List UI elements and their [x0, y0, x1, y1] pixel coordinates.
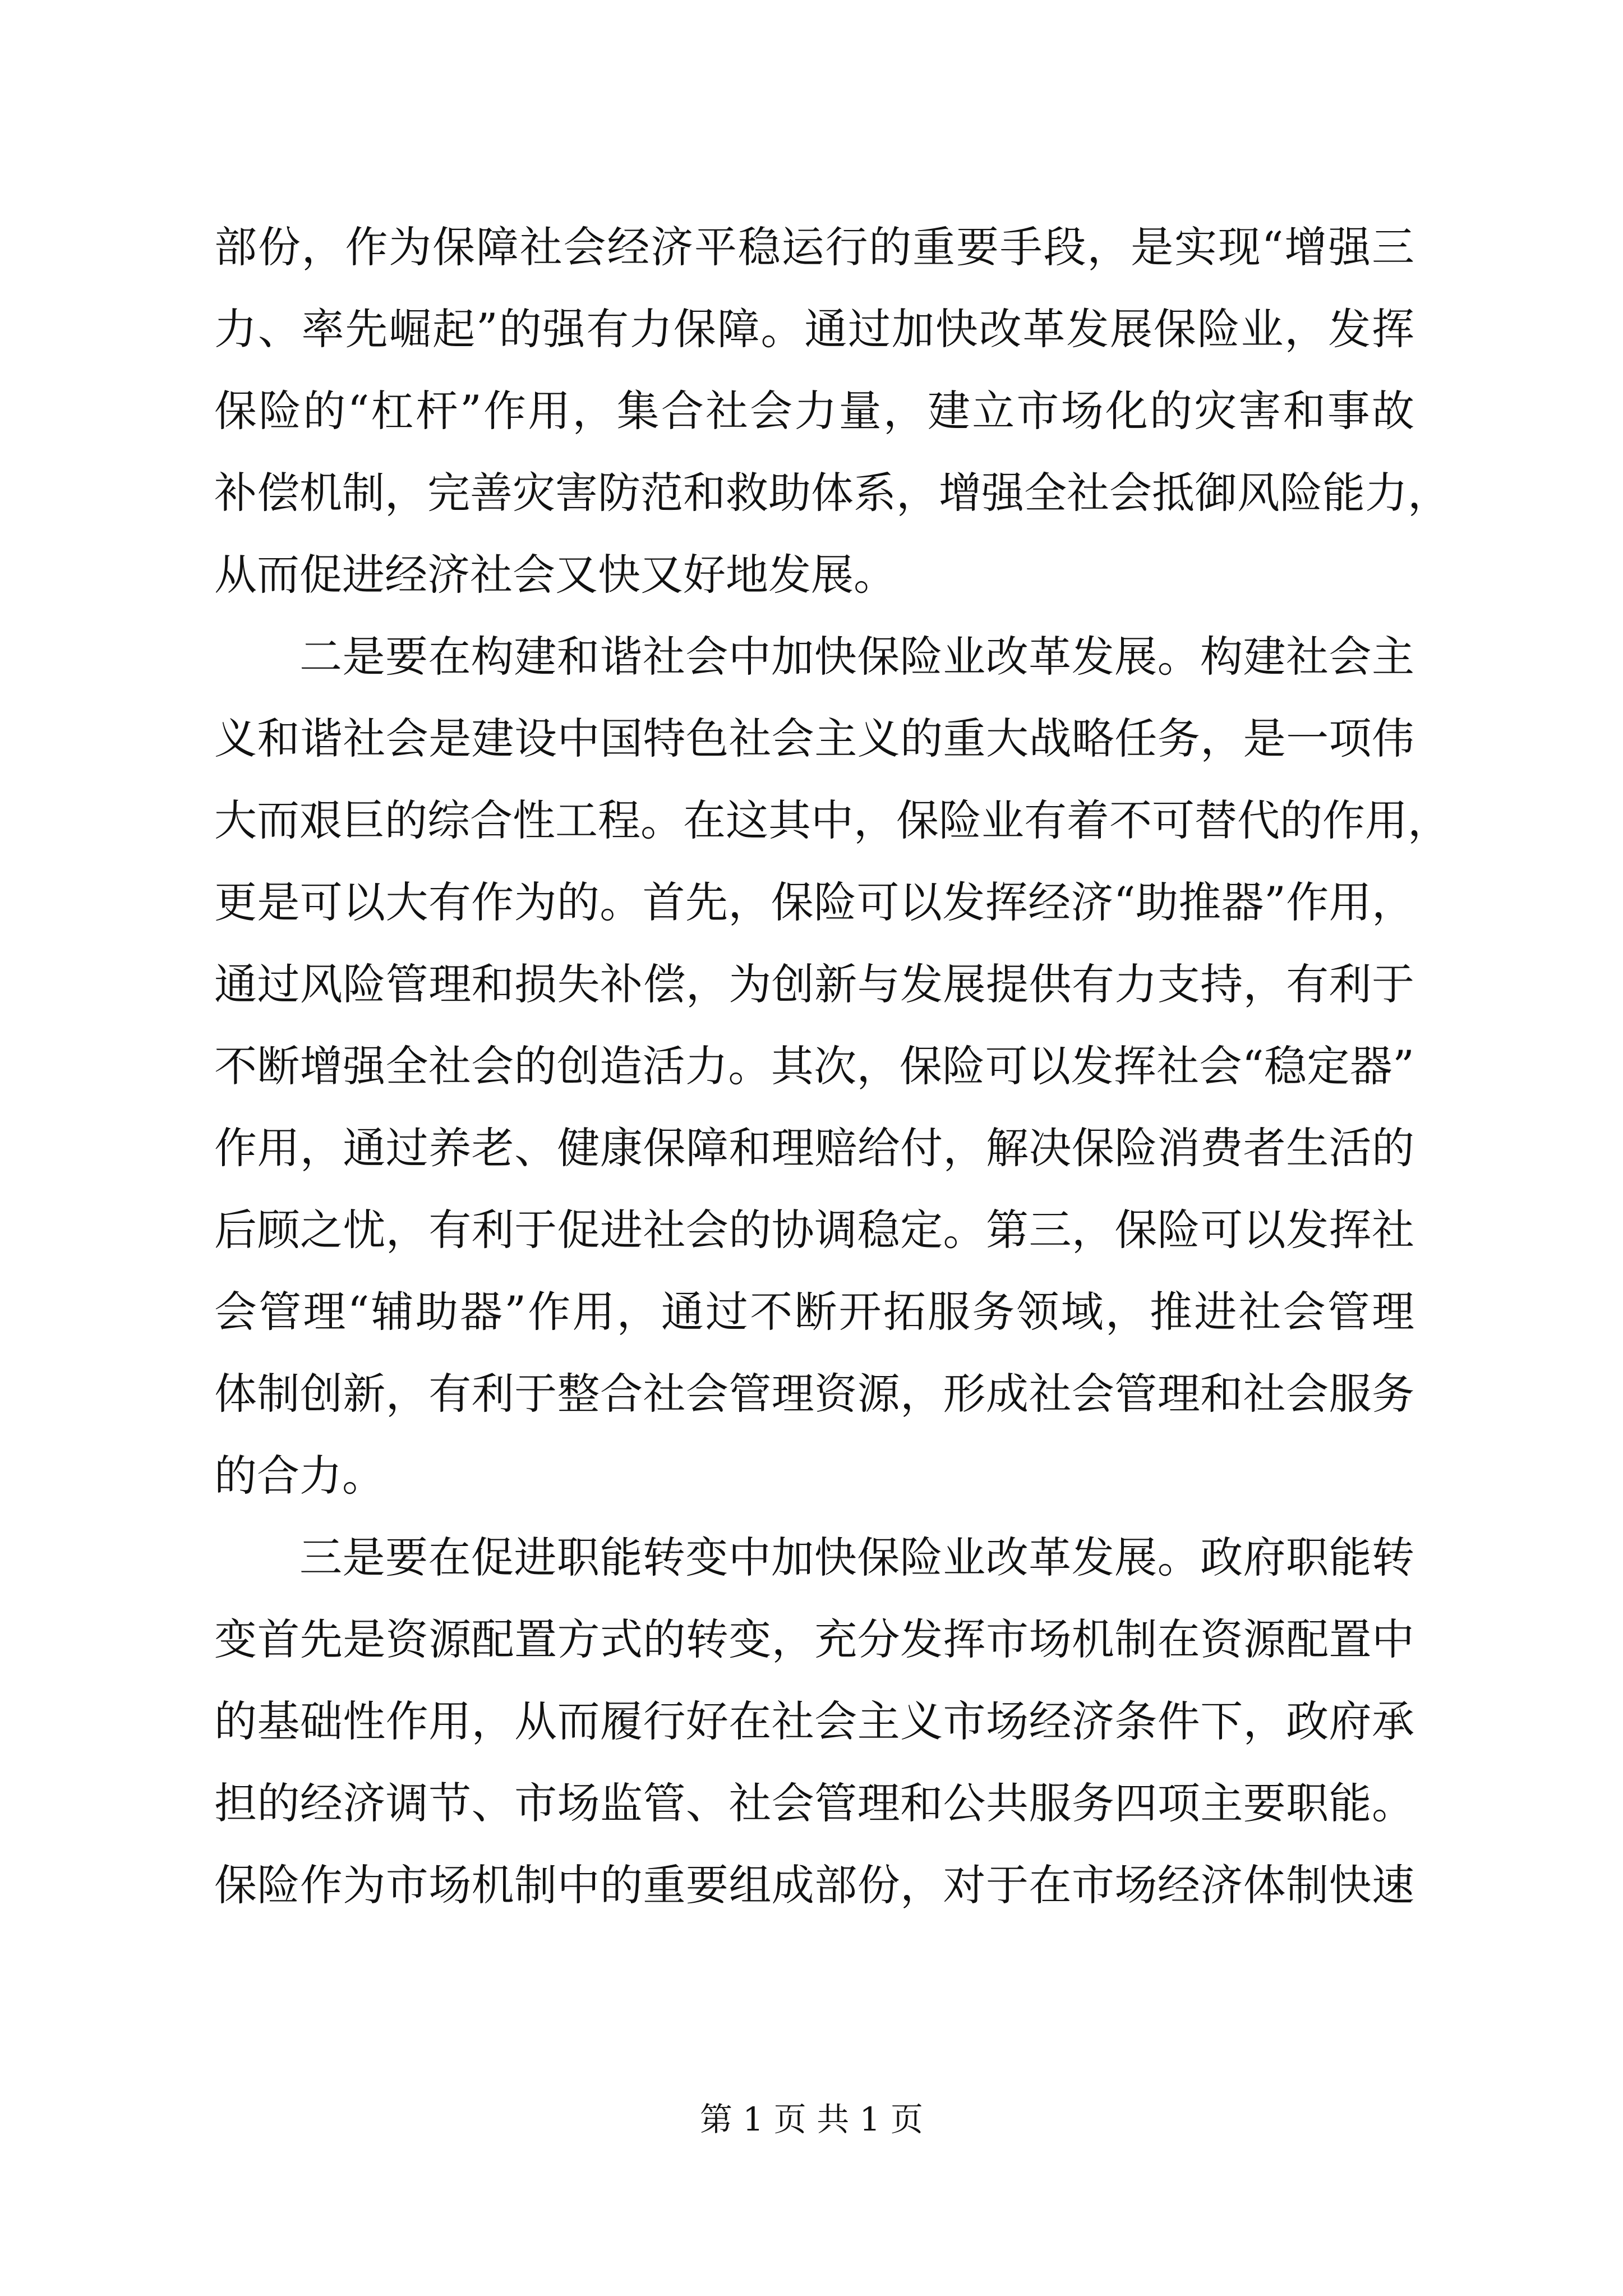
text-line: 后顾之忧，有利于促进社会的协调稳定。第三，保险可以发挥社	[214, 1205, 1414, 1255]
text-line: 保险作为市场机制中的重要组成部份，对于在市场经济体制快速	[214, 1860, 1414, 1910]
paragraph-2	[214, 616, 1450, 1517]
document-body	[214, 206, 1450, 1926]
text-line: 补偿机制，完善灾害防范和救助体系，增强全社会抵御风险能力，	[214, 468, 1450, 518]
text-line: 从而促进经济社会又快又好地发展。	[214, 550, 896, 600]
page-footer	[0, 2097, 1623, 2142]
text-line: 二是要在构建和谐社会中加快保险业改革发展。构建社会主	[299, 632, 1414, 682]
text-line: 部份，作为保障社会经济平稳运行的重要手段，是实现“增强三	[214, 222, 1414, 272]
text-line: 会管理“辅助器”作用，通过不断开拓服务领域，推进社会管理	[214, 1287, 1414, 1337]
text-line: 大而艰巨的综合性工程。在这其中，保险业有着不可替代的作用，	[214, 795, 1450, 845]
text-line: 通过风险管理和损失补偿，为创新与发展提供有力支持，有利于	[214, 959, 1414, 1009]
text-line: 保险的“杠杆”作用，集合社会力量，建立市场化的灾害和事故	[214, 386, 1414, 436]
text-line: 力、率先崛起”的强有力保障。通过加快改革发展保险业，发挥	[214, 304, 1414, 354]
text-line: 不断增强全社会的创造活力。其次，保险可以发挥社会“稳定器”	[214, 1041, 1414, 1091]
paragraph-1	[214, 206, 1450, 616]
text-line: 的基础性作用，从而履行好在社会主义市场经济条件下，政府承	[214, 1696, 1414, 1746]
paragraph-3	[214, 1517, 1414, 1926]
text-line: 更是可以大有作为的。首先，保险可以发挥经济“助推器”作用，	[214, 877, 1414, 927]
text-line: 三是要在促进职能转变中加快保险业改革发展。政府职能转	[299, 1533, 1414, 1582]
text-line: 担的经济调节、市场监管、社会管理和公共服务四项主要职能。	[214, 1778, 1414, 1828]
text-line: 变首先是资源配置方式的转变，充分发挥市场机制在资源配置中	[214, 1614, 1414, 1664]
text-line: 义和谐社会是建设中国特色社会主义的重大战略任务，是一项伟	[214, 714, 1414, 763]
text-line: 体制创新，有利于整合社会管理资源，形成社会管理和社会服务	[214, 1369, 1414, 1419]
text-line: 作用，通过养老、健康保障和理赔给付，解决保险消费者生活的	[214, 1123, 1414, 1173]
page-number-label: 第 1 页 共 1 页	[700, 2100, 923, 2138]
text-line: 的合力。	[214, 1451, 385, 1501]
